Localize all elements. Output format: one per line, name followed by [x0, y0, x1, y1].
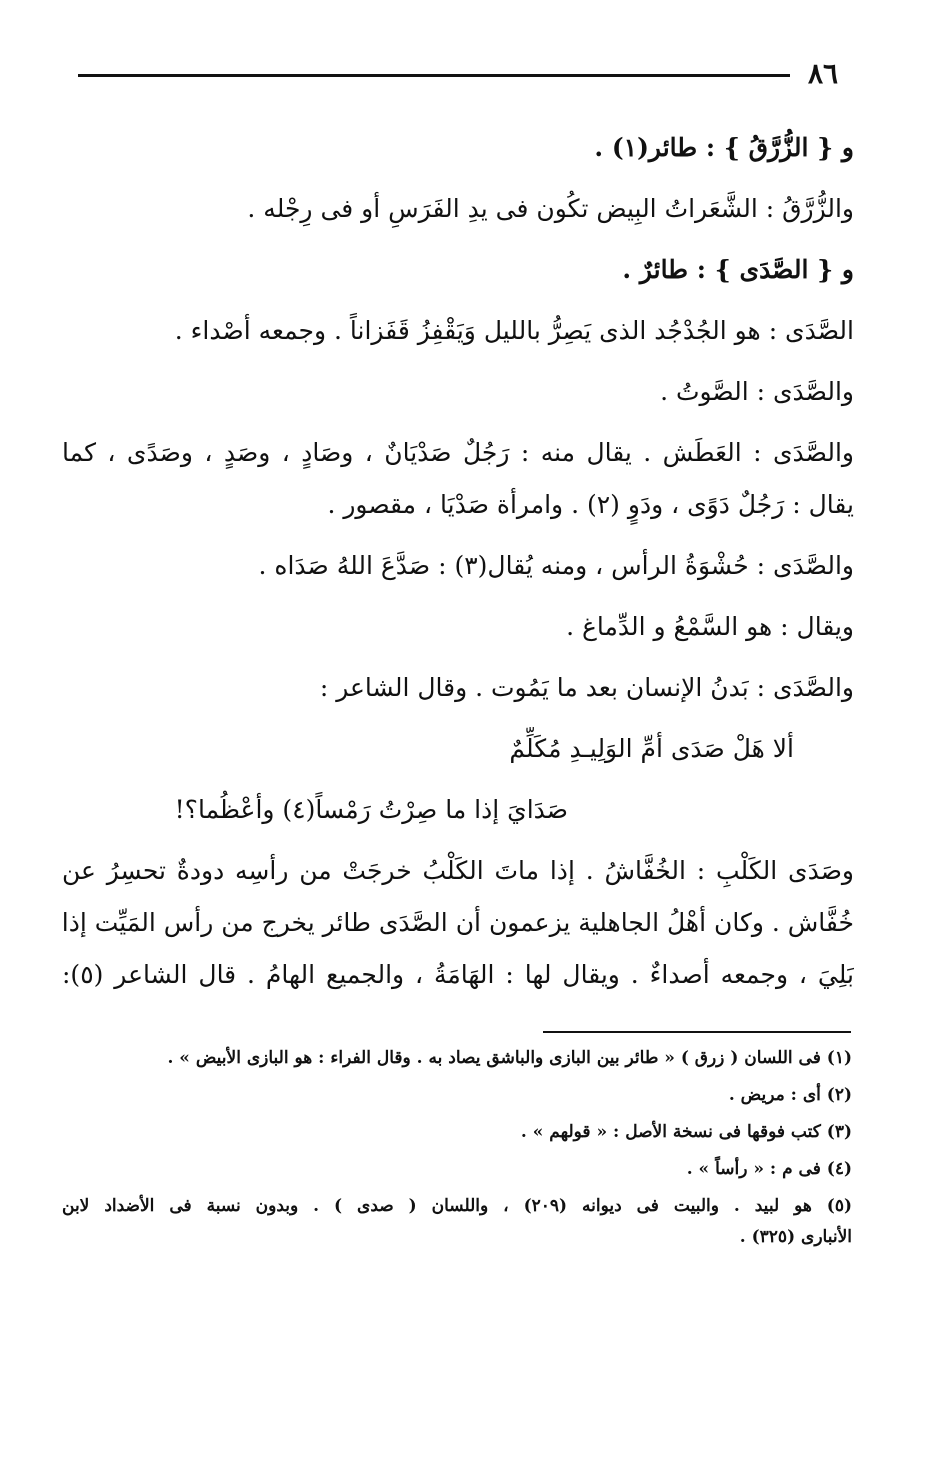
footnote-5-continuation: الأنبارى (٣٢٥) .: [739, 1227, 852, 1247]
footnote-5: (٥) هو لبيد . والبيت فى ديوانه (٢٠٩) ، واللسان ( صدى ) . وبدون نسبة فى الأضداد لابن: [62, 1196, 852, 1216]
text-line: الصَّدَى : هو الجُدْجُد الذى يَصِرُّ بالليل وَيَقْفِزُ قَفَزاناً . وجمعه أصْداء .: [174, 316, 854, 345]
footnote-2: (٢) أى : مريض .: [728, 1085, 852, 1105]
entry-heading-sada: و { الصَّدَى } : طائرٌ .: [622, 255, 854, 284]
text-line: والزُّرَّقُ : الشَّعَراتُ البِيض تكُون فى يدِ الفَرَسِ أو فى رِجْله .: [247, 194, 854, 223]
verse-first-hemistich: ألا هَلْ صَدَى أمِّ الوَلِيـدِ مُكَلِّمٌ: [509, 734, 794, 763]
footnote-rule: [543, 1031, 851, 1033]
text-line: خُفَّاش . وكان أهْلُ الجاهلية يزعمون أن الصَّدَى طائر يخرج من رأس المَيِّت إذا: [62, 908, 854, 937]
text-line: والصَّدَى : الصَّوتُ .: [660, 377, 854, 406]
entry-heading-zurraq: و { الزُّرَّقُ } : طائر(١) .: [594, 133, 854, 162]
text-line: والصَّدَى : العَطَش . يقال منه : رَجُلٌ صَدْيَانٌ ، وصَادٍ ، وصَدٍ ، وصَدًى ، كما: [62, 438, 854, 467]
footnote-4: (٤) فى م : « رأساً » .: [686, 1159, 852, 1179]
text-line: والصَّدَى : حُشْوَةُ الرأس ، ومنه يُقال(٣) : صَدَّعَ اللهُ صَدَاه .: [258, 551, 854, 580]
text-line: بَلِيَ ، وجمعه أصداءٌ . ويقال لها : الهَامَةُ ، والجميع الهامُ . قال الشاعر (٥):: [62, 960, 854, 989]
verse-second-hemistich: صَدَايَ إذا ما صِرْتُ رَمْساً(٤) وأعْظُما؟!: [174, 795, 568, 824]
page-number: ٨٦: [807, 57, 839, 90]
footnote-3: (٣) كتب فوقها فى نسخة الأصل : « قولهم » .: [520, 1122, 852, 1142]
text-line: ويقال : هو السَّمْعُ و الدِّماغ .: [566, 612, 854, 641]
main-text: [62, 126, 854, 1005]
text-line: وصَدَى الكَلْبِ : الخُفَّاشُ . إذا ماتَ الكَلْبُ خرجَتْ من رأسِه دودةٌ تحسِرُ عن: [62, 856, 854, 885]
footnotes: [62, 1044, 852, 1260]
footnote-1: (١) فى اللسان ( زرق ) « طائر بين البازى والباشق يصاد به . وقال الفراء : هو البازى الأبيض » .: [167, 1048, 852, 1068]
header-rule: [78, 74, 790, 77]
text-line: يقال : رَجُلٌ دَوًى ، ودَوٍ (٢) . وامرأة صَدْيَا ، مقصور .: [327, 490, 854, 519]
text-line: والصَّدَى : بَدنُ الإنسان بعد ما يَمُوت . وقال الشاعر :: [319, 673, 854, 702]
